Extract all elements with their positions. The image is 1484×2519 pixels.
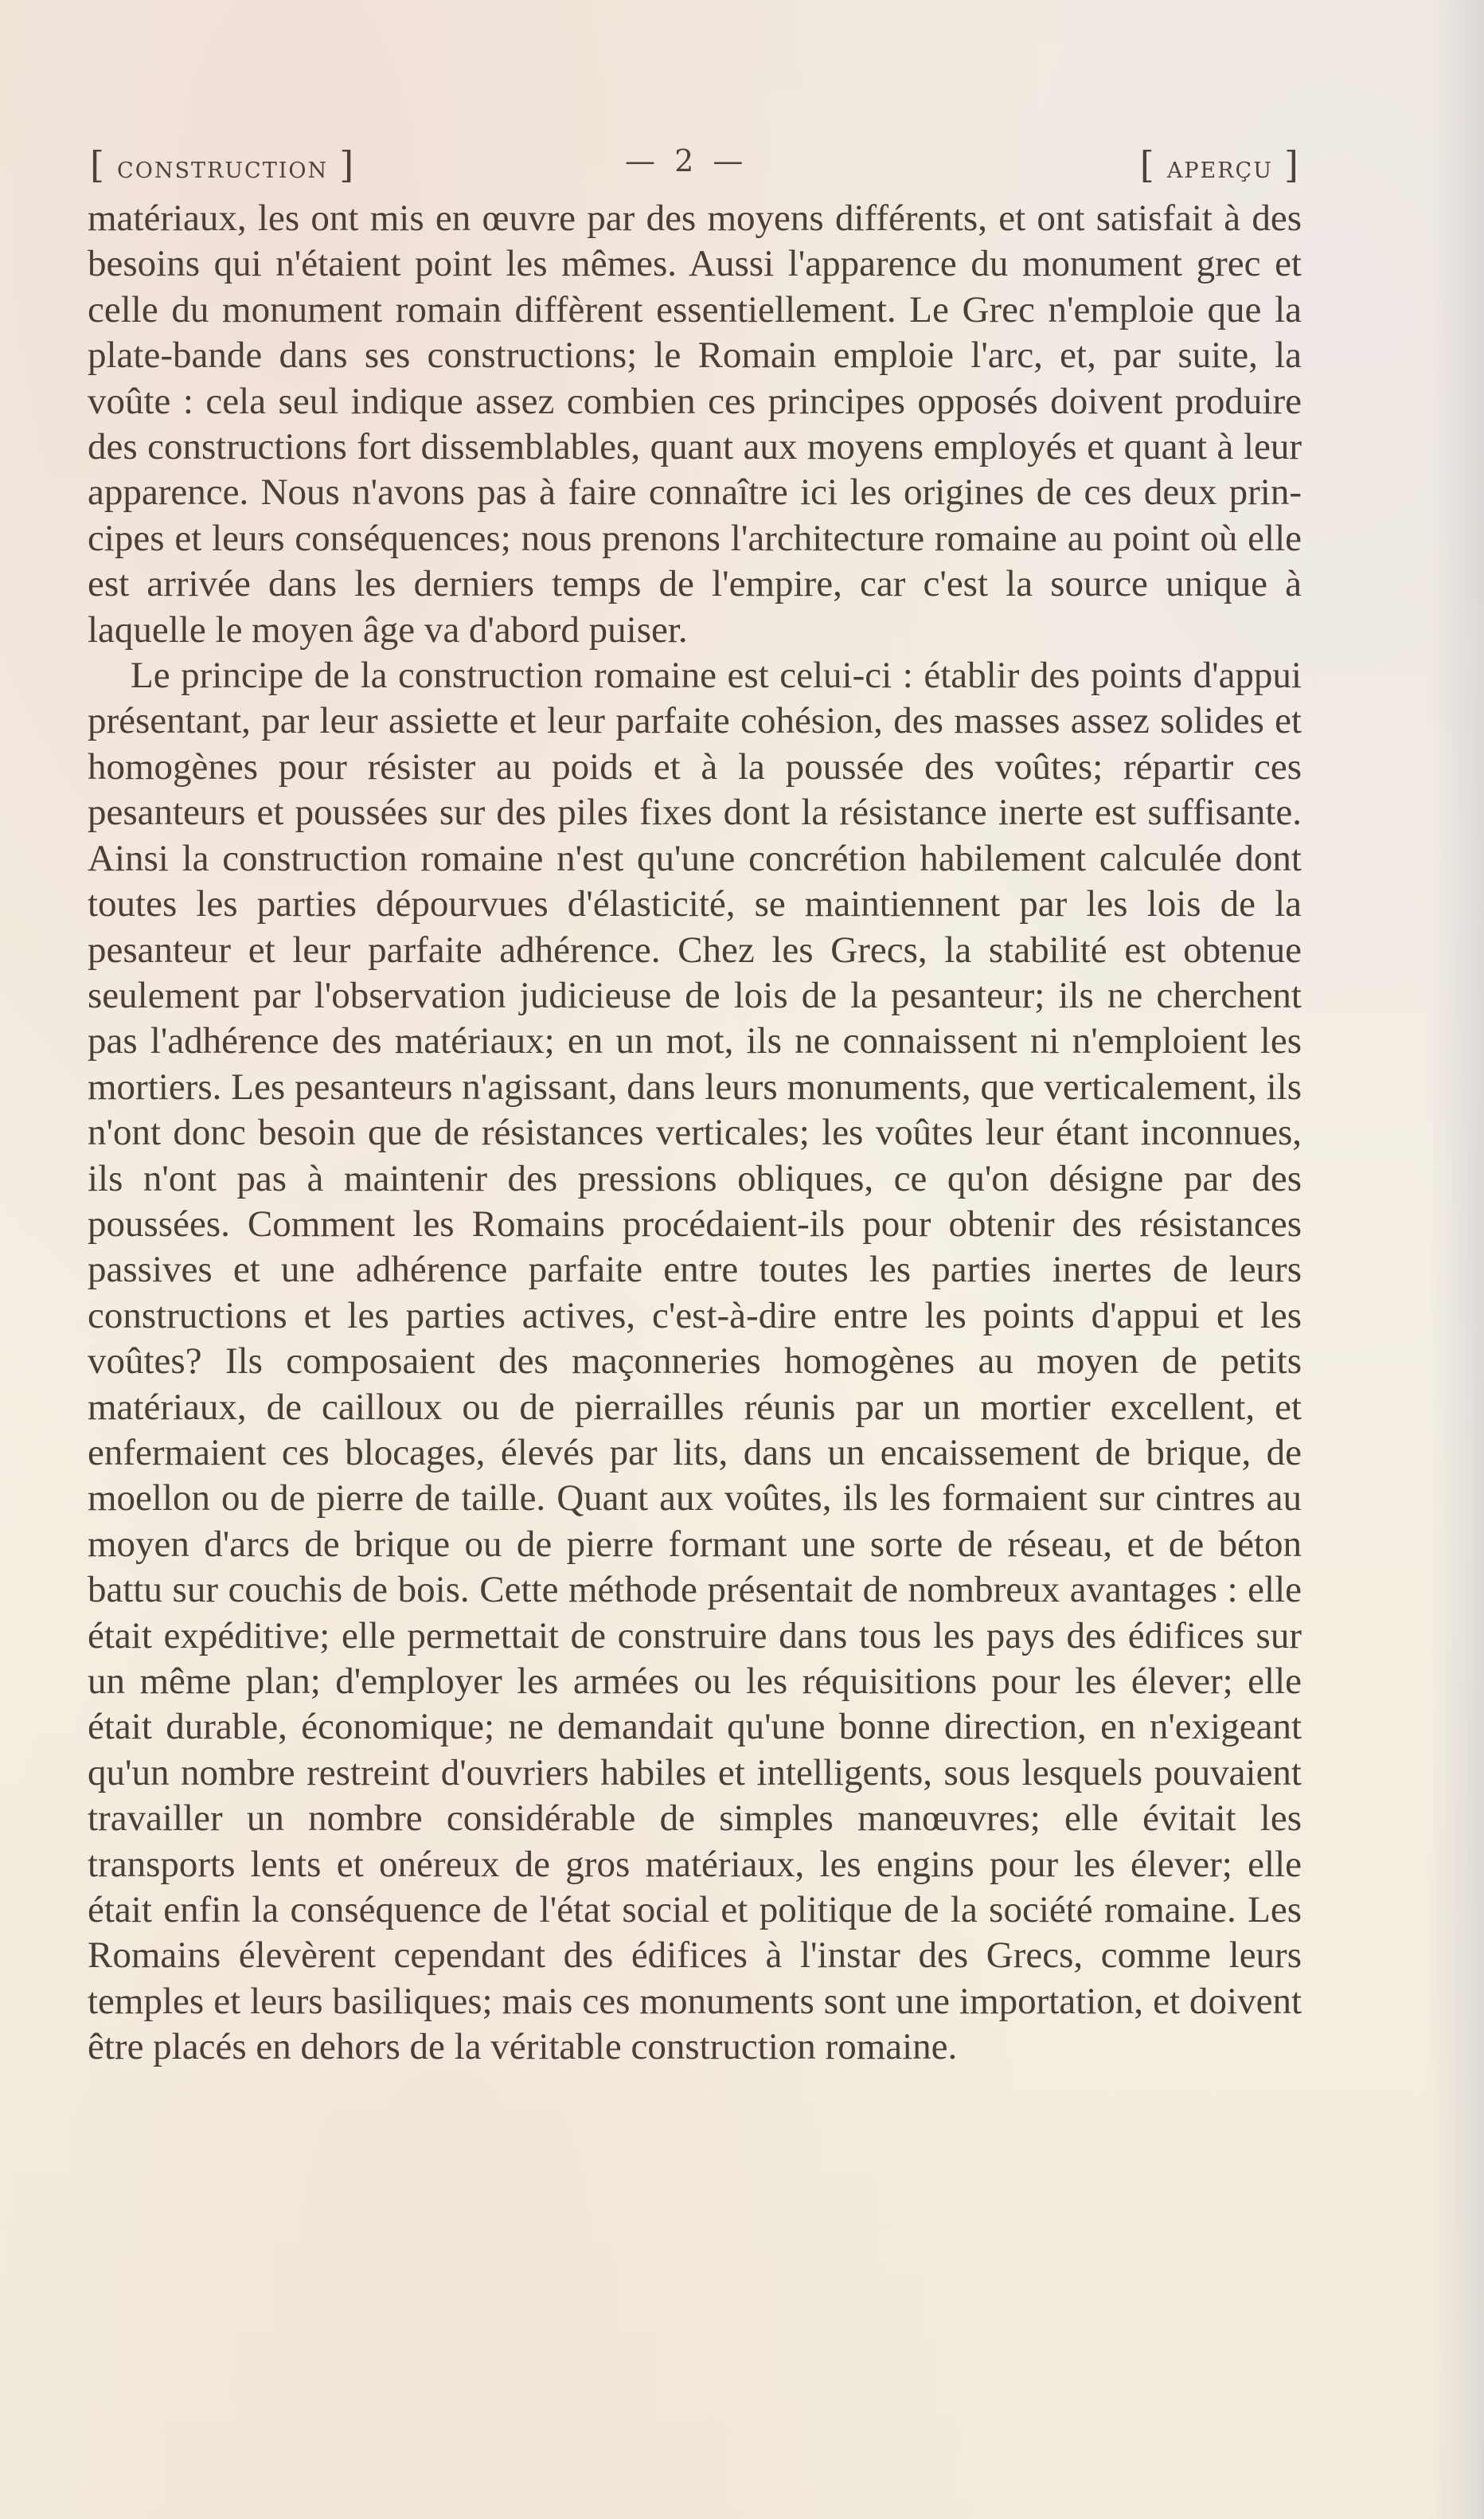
section-label-construction: construction [117, 150, 329, 185]
paragraph-1: matériaux, les ont mis en œuvre par des moyens différents, et ont satisfait à des besoins qui n'étaient point les mêmes. Aussi l'apparence du monument grec et celle du monument romain diffèrent essentiellement. Le Grec n'emploie que la plate-bande dans ses constructions; le Romain emploie l'arc, et, par suite, la voûte : cela seul indique assez combien ces principes opposés doivent produire des constructions fort dissemblables, quant aux moyens employés et quant à leur apparence. Nous n'avons pas à faire connaître ici les origines de ces deux principes et leurs conséquences; nous prenons l'architecture romaine au point où elle est arrivée dans les derniers temps de l'empire, car c'est la source unique à laquelle le moyen âge va d'abord puiser. [88, 198, 1302, 651]
left-bracket-open: [ [90, 143, 106, 186]
right-bracket-close: ] [1284, 143, 1300, 186]
right-bracket-open: [ [1139, 143, 1156, 186]
left-bracket-close: ] [339, 143, 356, 186]
paragraph-2: Le principe de la construction romaine est celui-ci : établir des points d'appui présentant, par leur assiette et leur parfaite cohésion, des masses assez solides et homogènes pour résister au poids et à la poussée des voûtes; répartir ces pesanteurs et poussées sur des piles fixes dont la résistance inerte est suffisante. Ainsi la construction romaine n'est qu'une concrétion habilement calculée dont toutes les parties dépourvues d'élasticité, se maintiennent par les lois de la pesanteur et leur parfaite adhérence. Chez les Grecs, la stabilité est obtenue seulement par l'observation judicieuse de lois de la pesanteur; ils ne cherchent pas l'adhérence des matériaux; en un mot, ils ne connaissent ni n'emploient les mortiers. Les pesanteurs n'agissant, dans leurs monuments, que verticalement, ils n'ont donc besoin que de résistances verticales; les voûtes leur étant inconnues, ils n'ont pas à maintenir des pressions obliques, ce qu'on désigne par des poussées. Comment les Romains procédaient-ils pour obtenir des résistances passives et une adhérence parfaite entre toutes les parties inertes de leurs constructions et les parties actives, c'est-à-dire entre les points d'appui et les voûtes? Ils composaient des maçonneries homogènes au moyen de petits matériaux, de cailloux ou de pierrailles réunis par un mortier excellent, et enfermaient ces blocages, élevés par lits, dans un encaissement de brique, de moellon ou de pierre de taille. Quant aux voûtes, ils les formaient sur cintres au moyen d'arcs de brique ou de pierre formant une sorte de réseau, et de béton battu sur couchis de bois. Cette méthode présentait de nombreux avantages : elle était expéditive; elle permettait de construire dans tous les pays des édifices sur un même plan; d'employer les armées ou les réquisitions pour les élever; elle était durable, économique; ne demandait qu'une bonne direction, en n'exigeant qu'un nombre restreint d'ouvriers habiles et intelligents, sous lesquels pouvaient travailler un nombre considérable de simples manœuvres; elle évitait les transports lents et onéreux de gros matériaux, les engins pour les élever; elle était enfin la conséquence de l'état social et politique de la société romaine. Les Romains élevèrent cependant des édifices à l'instar des Grecs, comme leurs temples et leurs basiliques; mais ces monuments sont une importation, et doivent être placés en dehors de la véritable construction romaine. [88, 655, 1302, 2068]
section-title-left [90, 143, 355, 186]
section-label-apercu: aperçu [1166, 150, 1273, 185]
body-text [88, 196, 1302, 2071]
section-title-right [1140, 143, 1300, 186]
running-head [90, 143, 1300, 199]
page-number: — 2 — [625, 143, 748, 178]
